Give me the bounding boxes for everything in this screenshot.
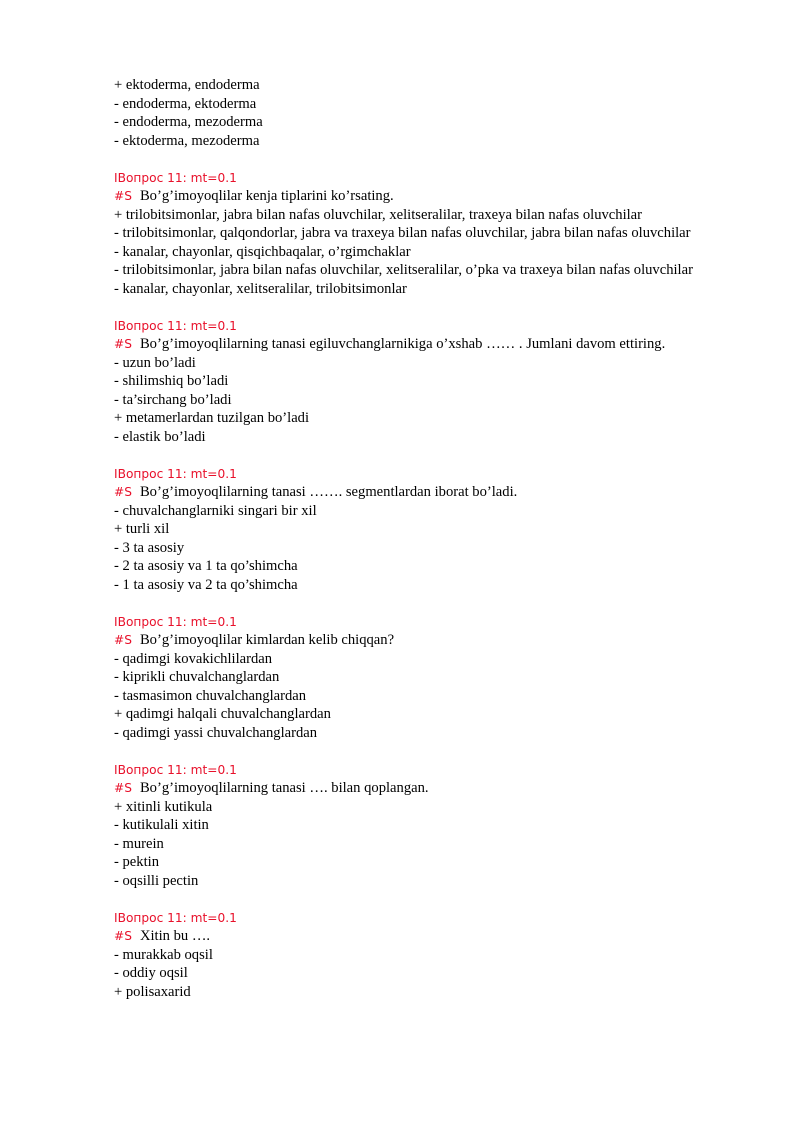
answer-option: - ektoderma, mezoderma — [114, 132, 260, 149]
document-page — [114, 76, 714, 1020]
question-block — [114, 613, 714, 743]
answer-option: - 3 ta asosiy — [114, 539, 185, 556]
answer-option: - ta’sirchang bo’ladi — [114, 391, 232, 408]
answer-option: - kanalar, chayonlar, xelitseralilar, trilobitsimonlar — [114, 280, 407, 297]
answer-option: - oqsilli pectin — [114, 872, 199, 889]
answer-option: + metamerlardan tuzilgan bo’ladi — [114, 410, 310, 426]
answer-option: - uzun bo’ladi — [114, 354, 196, 371]
answer-option: - 2 ta asosiy va 1 ta qo’shimcha — [114, 558, 298, 574]
question-type-tag: #S — [114, 781, 132, 795]
answer-option: + xitinli kutikula — [114, 798, 213, 815]
answer-option: - 1 ta asosiy va 2 ta qo’shimcha — [114, 576, 298, 593]
answer-option: - elastik bo’ladi — [114, 428, 206, 445]
answer-option: + qadimgi halqali chuvalchanglardan — [114, 706, 331, 722]
answer-option: - oddiy oqsil — [114, 965, 188, 981]
question-text: Bo’g’imoyoqlilarning tanasi ……. segmentlardan iborat bo’ladi. — [139, 484, 518, 500]
intro-options — [114, 76, 714, 150]
question-text-line — [114, 631, 714, 650]
answer-option: - kiprikli chuvalchanglardan — [114, 669, 280, 685]
answer-option: - chuvalchanglarniki singari bir xil — [114, 502, 317, 519]
question-type-tag: #S — [114, 485, 132, 499]
answer-option: + trilobitsimonlar, jabra bilan nafas oluvchilar, xelitseralilar, traxeya bilan nafas oluvchilar — [114, 206, 643, 223]
answer-option: - pektin — [114, 854, 159, 870]
answer-option: + ektoderma, endoderma — [114, 77, 260, 93]
answer-option: - tasmasimon chuvalchanglardan — [114, 687, 307, 704]
question-type-tag: #S — [114, 929, 132, 943]
question-type-tag: #S — [114, 633, 132, 647]
question-header: IВопрос 11: mt=0.1 — [114, 170, 237, 185]
question-text: Bo’g’imoyoqlilar kenja tiplarini ko’rsating. — [139, 188, 394, 204]
question-text: Bo’g’imoyoqlilar kimlardan kelib chiqqan? — [139, 632, 395, 648]
answer-option: - murein — [114, 835, 164, 852]
answer-option: - trilobitsimonlar, qalqondorlar, jabra va traxeya bilan nafas oluvchilar, jabra bilan nafas oluvchilar — [114, 225, 691, 241]
question-block — [114, 317, 714, 447]
question-text-line — [114, 483, 714, 502]
question-text: Bo’g’imoyoqlilarning tanasi egiluvchanglarnikiga o’xshab …… . Jumlani davom ettiring. — [139, 336, 666, 352]
answer-option: + turli xil — [114, 521, 170, 537]
question-header: IВопрос 11: mt=0.1 — [114, 318, 237, 333]
question-block — [114, 909, 714, 1002]
question-header: IВопрос 11: mt=0.1 — [114, 466, 237, 481]
question-text: Xitin bu …. — [139, 928, 211, 944]
question-text-line — [114, 187, 714, 206]
question-text-line — [114, 779, 714, 798]
question-block — [114, 465, 714, 595]
answer-option: - qadimgi kovakichlilardan — [114, 650, 273, 667]
question-text-line — [114, 335, 714, 354]
question-header: IВопрос 11: mt=0.1 — [114, 910, 237, 925]
answer-option: - kanalar, chayonlar, qisqichbaqalar, o’rgimchaklar — [114, 243, 411, 260]
question-text-line — [114, 927, 714, 946]
question-type-tag: #S — [114, 337, 132, 351]
question-block — [114, 169, 714, 299]
answer-option: - endoderma, mezoderma — [114, 114, 263, 130]
question-text: Bo’g’imoyoqlilarning tanasi …. bilan qoplangan. — [139, 780, 429, 796]
answer-option: - endoderma, ektoderma — [114, 95, 257, 112]
answer-option: - kutikulali xitin — [114, 817, 209, 833]
question-type-tag: #S — [114, 189, 132, 203]
question-header: IВопрос 11: mt=0.1 — [114, 614, 237, 629]
question-header: IВопрос 11: mt=0.1 — [114, 762, 237, 777]
answer-option: - qadimgi yassi chuvalchanglardan — [114, 724, 318, 741]
question-block — [114, 761, 714, 891]
answer-option: - murakkab oqsil — [114, 946, 213, 963]
answer-option: - trilobitsimonlar, jabra bilan nafas oluvchilar, xelitseralilar, o’pka va traxeya bilan nafas oluvchilar — [114, 262, 693, 278]
answer-option: + polisaxarid — [114, 983, 191, 1000]
answer-option: - shilimshiq bo’ladi — [114, 373, 229, 389]
